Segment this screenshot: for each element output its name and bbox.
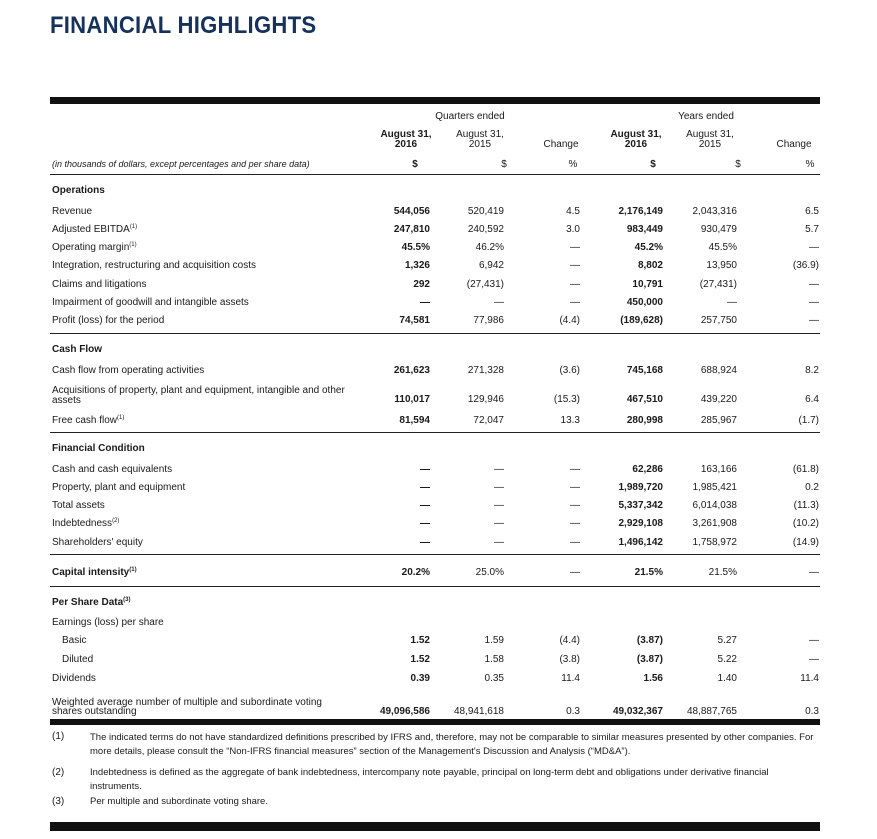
col-header-y-change: Change: [776, 139, 812, 150]
cell-y2015: 257,750: [700, 315, 737, 326]
cell-y-change: 6.5: [805, 206, 819, 217]
cell-q2015: (27,431): [466, 279, 504, 290]
footnote-number: (1): [52, 731, 65, 742]
bottom-rule: [50, 822, 820, 831]
years-group-header: Years ended: [678, 111, 734, 122]
row-label-text: Indebtedness: [52, 518, 113, 529]
cell-y-change: 8.2: [805, 365, 819, 376]
row-label-text: Diluted: [62, 654, 94, 665]
cell-q2016: 20.2%: [401, 567, 430, 578]
row-label: [52, 365, 204, 376]
cell-y2015: 13,950: [706, 260, 737, 271]
cell-y2015: 3,261,908: [692, 518, 737, 529]
cell-q2015: 1.58: [484, 654, 504, 665]
row-label-text: Profit (loss) for the period: [52, 315, 165, 326]
table-row: [0, 669, 877, 687]
cell-q-change: —: [570, 500, 580, 511]
cell-y-change: —: [809, 279, 819, 290]
footnote-text: Indebtedness is defined as the aggregate of bank indebtedness, intercompany note payable, principal on long-term debt and obligations under derivative financial instruments.: [90, 767, 769, 792]
table-row: [0, 460, 877, 478]
cell-y2016: 983,449: [626, 224, 663, 235]
cell-y2016: (189,628): [620, 315, 663, 326]
cell-q-change: —: [570, 482, 580, 493]
section-rule: [50, 586, 820, 587]
cell-y2016: (3.87): [636, 635, 663, 646]
cell-y-change: (14.9): [792, 537, 819, 548]
row-label-text: Cash and cash equivalents: [52, 464, 173, 475]
row-label: [62, 654, 93, 665]
footnote-ref: (1): [117, 415, 125, 421]
row-label: [52, 224, 137, 235]
row-label-text: Operating margin: [52, 242, 130, 253]
col-header-y2016: August 31, 2016: [610, 129, 662, 150]
row-label-text: Adjusted EBITDA: [52, 224, 130, 235]
row-label-text: Cash flow from operating activities: [52, 365, 205, 376]
table-bottom-rule: [50, 719, 820, 725]
cell-y2015: 1,985,421: [692, 482, 737, 493]
cell-y2016: 62,286: [632, 464, 663, 475]
table-row: [0, 613, 877, 631]
cell-q2015: —: [494, 297, 504, 308]
page-title: FINANCIAL HIGHLIGHTS: [50, 12, 317, 39]
table-row: [0, 514, 877, 532]
cell-q-change: 13.3: [560, 415, 580, 426]
footnote-number: (2): [52, 767, 65, 778]
cell-y2016: 450,000: [626, 297, 663, 308]
cell-q2016: 110,017: [394, 394, 430, 405]
row-label: [52, 500, 105, 511]
cell-q2015: 129,946: [467, 394, 504, 405]
cell-q2015: 240,592: [467, 224, 504, 235]
cell-y-change: 6.4: [805, 394, 819, 405]
cell-q-change: (3.8): [559, 654, 580, 665]
cell-y2015: 1,758,972: [692, 537, 737, 548]
cell-q2015: —: [494, 518, 504, 529]
cell-q-change: (3.6): [559, 365, 580, 376]
row-label-text: Dividends: [52, 673, 96, 684]
cell-y-change: —: [809, 242, 819, 253]
row-label-text: Claims and litigations: [52, 279, 147, 290]
units-note: (in thousands of dollars, except percentages and per share data): [52, 159, 310, 169]
row-label: [52, 673, 96, 684]
cell-y2015: 163,166: [700, 464, 737, 475]
table-row: [0, 411, 877, 429]
row-label: [52, 315, 164, 326]
table-row: [0, 311, 877, 329]
cell-q2016: 1.52: [410, 635, 430, 646]
row-label: [52, 617, 164, 628]
row-label: [52, 537, 143, 548]
table-row: [0, 533, 877, 551]
cell-q2015: 72,047: [473, 415, 504, 426]
cell-y2015: 439,220: [700, 394, 737, 405]
table-row: [0, 631, 877, 649]
cell-q2016: 1.52: [410, 654, 430, 665]
cell-q2016: 247,810: [393, 224, 430, 235]
cell-q2015: —: [494, 482, 504, 493]
cell-q2016: —: [420, 537, 430, 548]
cell-q2015: 0.35: [484, 673, 504, 684]
cell-y-change: (61.8): [792, 464, 819, 475]
section-per-share: [52, 597, 131, 608]
row-label: [52, 518, 119, 529]
footnote-ref: (2): [112, 518, 120, 524]
row-label-text: Earnings (loss) per share: [52, 617, 164, 628]
cell-y2016: 45.2%: [634, 242, 663, 253]
cell-q-change: 3.0: [566, 224, 580, 235]
row-label: [52, 242, 137, 253]
unit-percent-y: %: [805, 159, 815, 170]
cell-y2016: 21.5%: [634, 567, 663, 578]
table-row: [0, 275, 877, 293]
row-label: [52, 698, 352, 716]
cell-q2016: —: [420, 482, 430, 493]
footnote-ref: (1): [129, 242, 137, 248]
table-row: [0, 478, 877, 496]
cell-q-change: (4.4): [559, 635, 580, 646]
cell-y2015: 930,479: [700, 224, 737, 235]
cell-y2015: 48,887,765: [686, 706, 737, 717]
table-row: [0, 563, 877, 581]
cell-y2016: 1,989,720: [618, 482, 663, 493]
cell-q-change: 0.3: [566, 706, 580, 717]
cell-q2016: 81,594: [399, 415, 430, 426]
cell-y-change: (10.2): [792, 518, 819, 529]
table-row: [0, 202, 877, 220]
cell-q2015: 25.0%: [475, 567, 504, 578]
cell-y2016: 1.56: [643, 673, 663, 684]
cell-y2016: 467,510: [626, 394, 663, 405]
cell-y2015: 1.40: [717, 673, 737, 684]
unit-percent-q: %: [568, 159, 578, 170]
cell-q2016: 261,623: [393, 365, 430, 376]
cell-q2016: 74,581: [399, 315, 430, 326]
row-label: [52, 567, 137, 578]
footnote-number: (3): [52, 796, 65, 807]
cell-y2016: 2,176,149: [618, 206, 663, 217]
cell-q-change: (4.4): [559, 315, 580, 326]
footnote-text: Per multiple and subordinate voting share.: [90, 796, 268, 807]
cell-y2016: 8,802: [637, 260, 663, 271]
cell-y-change: —: [809, 567, 819, 578]
cell-q2016: —: [420, 518, 430, 529]
cell-q-change: —: [570, 242, 580, 253]
footnote-ref: (1): [129, 567, 137, 573]
row-label-text: Impairment of goodwill and intangible assets: [52, 297, 249, 308]
row-label-text: Revenue: [52, 206, 93, 217]
row-label: [52, 279, 147, 290]
table-row: [0, 220, 877, 238]
row-label: [52, 260, 256, 271]
cell-q-change: —: [570, 537, 580, 548]
row-label-text: Capital intensity: [52, 567, 130, 578]
cell-y2016: 1,496,142: [618, 537, 663, 548]
row-label-text: Integration, restructuring and acquisition costs: [52, 260, 256, 271]
unit-dollar-q2016: $: [412, 159, 418, 170]
cell-y-change: —: [809, 635, 819, 646]
cell-q2015: 271,328: [467, 365, 504, 376]
cell-q2015: 46.2%: [475, 242, 504, 253]
cell-q-change: 4.5: [566, 206, 580, 217]
row-label: [52, 386, 352, 406]
cell-q-change: —: [570, 464, 580, 475]
section-per-share-label: Per Share Data: [52, 597, 124, 608]
cell-q-change: (15.3): [553, 394, 580, 405]
cell-y-change: 0.2: [805, 482, 819, 493]
row-label-text: Weighted average number of multiple and subordinate voting shares outstanding: [52, 697, 322, 717]
cell-y2016: 280,998: [626, 415, 663, 426]
cell-y-change: (36.9): [792, 260, 819, 271]
row-label: [52, 415, 124, 426]
table-row: [0, 256, 877, 274]
cell-y2016: 10,791: [632, 279, 663, 290]
cell-y2015: (27,431): [699, 279, 737, 290]
section-cash-flow: Cash Flow: [52, 344, 103, 355]
table-row: [0, 385, 877, 408]
quarters-group-header: Quarters ended: [435, 111, 505, 122]
row-label-text: Basic: [62, 635, 87, 646]
row-label: [62, 635, 86, 646]
table-row: [0, 361, 877, 379]
table-row: [0, 238, 877, 256]
table-row: [0, 697, 877, 720]
cell-y2016: 2,929,108: [618, 518, 663, 529]
header-rule: [50, 174, 820, 175]
cell-y2016: 49,032,367: [612, 706, 663, 717]
col-header-q2015: August 31, 2015: [456, 129, 504, 150]
row-label: [52, 297, 249, 308]
row-label-text: Property, plant and equipment: [52, 482, 186, 493]
cell-q2016: —: [420, 297, 430, 308]
row-label-text: Free cash flow: [52, 415, 118, 426]
cell-y2015: 2,043,316: [692, 206, 737, 217]
row-label-text: Shareholders' equity: [52, 537, 143, 548]
cell-y2015: 688,924: [700, 365, 737, 376]
cell-q-change: —: [570, 260, 580, 271]
footnote-text: The indicated terms do not have standardized definitions prescribed by IFRS and, therefore, may not be comparable to similar measures presented by other companies. For more details, please consult the “Non-IFRS financial measures” section of the Management's Discussion and Analysis (“MD&A”).: [90, 732, 814, 757]
cell-q2015: 6,942: [478, 260, 504, 271]
cell-y-change: (11.3): [793, 500, 819, 511]
cell-y-change: 0.3: [805, 706, 819, 717]
cell-y2015: 6,014,038: [692, 500, 737, 511]
row-label: [52, 482, 185, 493]
cell-q2015: 520,419: [467, 206, 504, 217]
row-label-text: Acquisitions of property, plant and equipment, intangible and other assets: [52, 385, 345, 406]
cell-q2015: 48,941,618: [453, 706, 504, 717]
cell-q2015: —: [494, 537, 504, 548]
row-label-text: Total assets: [52, 500, 105, 511]
unit-dollar-y2015: $: [735, 159, 741, 170]
cell-y2015: 285,967: [700, 415, 737, 426]
cell-q-change: —: [570, 518, 580, 529]
cell-q2016: 1,326: [404, 260, 430, 271]
cell-y2015: 5.22: [717, 654, 737, 665]
cell-q2016: 544,056: [393, 206, 430, 217]
cell-q2015: 1.59: [484, 635, 504, 646]
cell-y2015: 45.5%: [708, 242, 737, 253]
cell-q2016: 49,096,586: [379, 706, 430, 717]
unit-dollar-q2015: $: [501, 159, 507, 170]
cell-q2015: —: [494, 464, 504, 475]
table-row: [0, 496, 877, 514]
unit-dollar-y2016: $: [650, 159, 656, 170]
row-label: [52, 206, 92, 217]
cell-y-change: 11.4: [800, 673, 819, 684]
cell-y2016: 5,337,342: [618, 500, 663, 511]
col-header-q-change: Change: [543, 139, 579, 150]
cell-q-change: 11.4: [561, 673, 580, 684]
table-row: [0, 650, 877, 668]
section-rule: [50, 554, 820, 555]
cell-y-change: —: [809, 297, 819, 308]
footnote-ref: (3): [123, 597, 131, 603]
top-rule: [50, 97, 820, 104]
cell-q2016: 292: [413, 279, 430, 290]
cell-y-change: —: [809, 315, 819, 326]
cell-y2015: —: [727, 297, 737, 308]
cell-y-change: —: [809, 654, 819, 665]
cell-q2016: —: [420, 464, 430, 475]
cell-y-change: (1.7): [798, 415, 819, 426]
cell-y-change: 5.7: [805, 224, 819, 235]
cell-q2016: 0.39: [410, 673, 430, 684]
cell-y2016: (3.87): [636, 654, 663, 665]
table-row: [0, 293, 877, 311]
footnote-ref: (1): [129, 224, 138, 230]
section-operations: Operations: [52, 185, 105, 196]
section-rule: [50, 333, 820, 334]
cell-q2016: 45.5%: [401, 242, 430, 253]
cell-q2015: —: [494, 500, 504, 511]
cell-q-change: —: [570, 297, 580, 308]
cell-q2016: —: [420, 500, 430, 511]
cell-q2015: 77,986: [473, 315, 504, 326]
cell-y2016: 745,168: [626, 365, 663, 376]
row-label: [52, 464, 172, 475]
col-header-y2015: August 31, 2015: [686, 129, 734, 150]
cell-y2015: 5.27: [717, 635, 737, 646]
section-rule: [50, 432, 820, 433]
col-header-q2016: August 31, 2016: [380, 129, 432, 150]
cell-q-change: —: [570, 279, 580, 290]
section-financial-condition: Financial Condition: [52, 443, 145, 454]
cell-q-change: —: [570, 567, 580, 578]
cell-y2015: 21.5%: [708, 567, 737, 578]
